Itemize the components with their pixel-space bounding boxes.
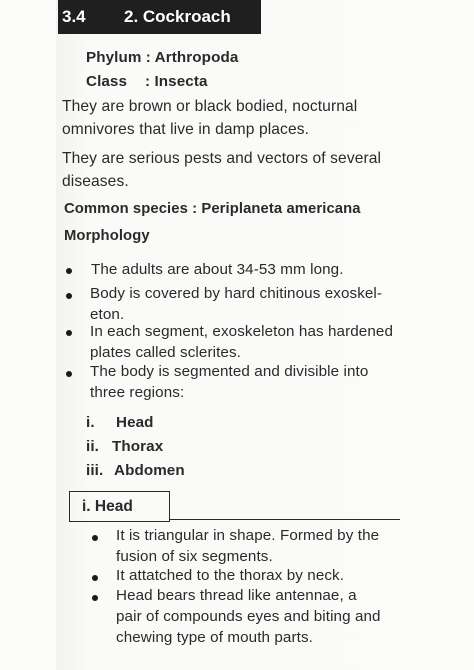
intro-line-2: omnivores that live in damp places. — [62, 121, 310, 138]
bullet-dot — [66, 330, 72, 336]
region-name: Head — [116, 414, 154, 431]
intro-line-1: They are brown or black bodied, nocturnal — [62, 98, 358, 115]
bullet-2-line-2: eton. — [90, 306, 125, 323]
head-bullet-3-line-2: pair of compounds eyes and biting and — [116, 608, 381, 625]
bullet-dot — [92, 595, 98, 601]
head-bullet-1-line-2: fusion of six segments. — [116, 548, 273, 565]
intro-line-4: diseases. — [62, 173, 129, 190]
bullet-dot — [66, 293, 72, 299]
bullet-dot — [66, 268, 72, 274]
bullet-dot — [92, 575, 98, 581]
head-section-title: i. Head — [69, 491, 170, 522]
section-title-bar — [58, 0, 261, 34]
region-number: i. — [86, 414, 95, 431]
head-bullet-3-line-1: Head bears thread like antennae, a — [116, 587, 357, 604]
bullet-4-line-1: The body is segmented and divisible into — [90, 363, 369, 380]
head-bullet-2: It attatched to the thorax by neck. — [116, 567, 345, 584]
intro-line-3: They are serious pests and vectors of several — [62, 150, 382, 167]
bullet-2-line-1: Body is covered by hard chitinous exoskel- — [90, 285, 383, 302]
bullet-dot — [92, 535, 98, 541]
bullet-4-line-2: three regions: — [90, 384, 185, 401]
region-name: Thorax — [112, 438, 164, 455]
phylum-text: Phylum : Arthropoda — [86, 49, 239, 66]
region-number: iii. — [86, 462, 104, 479]
region-name: Abdomen — [114, 462, 185, 479]
region-number: ii. — [86, 438, 99, 455]
bullet-3-line-2: plates called sclerites. — [90, 344, 241, 361]
bullet-dot — [66, 371, 72, 377]
class-label: Class — [86, 73, 128, 90]
bullet-3-line-1: In each segment, exoskeleton has hardened — [90, 323, 393, 340]
head-bullet-1-line-1: It is triangular in shape. Formed by the — [116, 527, 380, 544]
bullet-1: The adults are about 34-53 mm long. — [91, 261, 344, 278]
class-value: : Insecta — [145, 73, 208, 90]
section-number: 3.4 — [62, 7, 86, 26]
morphology-heading: Morphology — [64, 228, 150, 244]
head-bullet-3-line-3: chewing type of mouth parts. — [116, 629, 313, 646]
section-title: 2. Cockroach — [124, 7, 231, 26]
head-section-underline — [170, 519, 400, 520]
common-species: Common species : Periplaneta americana — [64, 201, 361, 217]
